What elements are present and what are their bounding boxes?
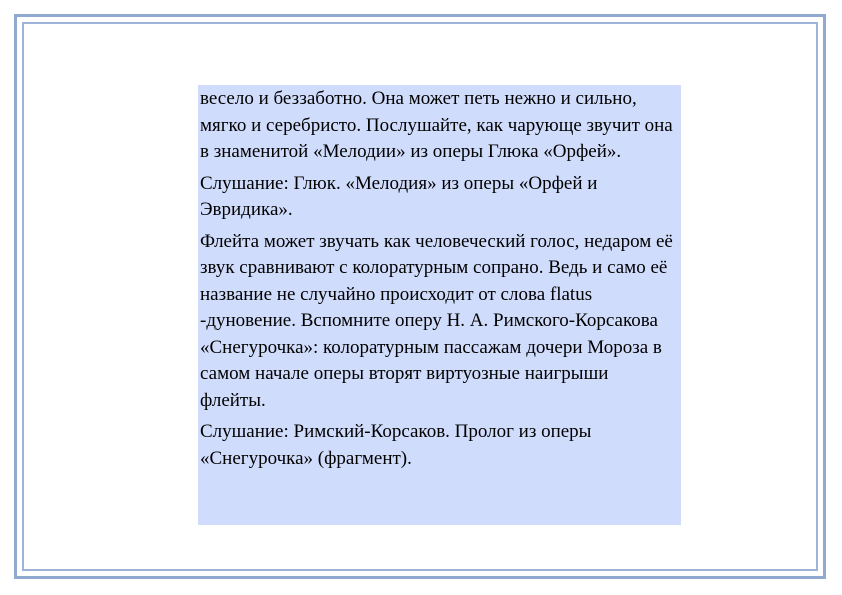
paragraph-listening-rimsky-korsakov: Слушание: Римский-Корсаков. Пролог из оперы «Снегурочка» (фрагмент). bbox=[200, 421, 592, 469]
paragraph-orpheus-melody: весело и беззаботно. Она может петь нежно и сильно, мягко и серебристо. Послушайте, как чарующе звучит она в знаменитой «Мелодии» из оперы Глюка «Орфей». bbox=[200, 88, 673, 162]
paragraph-listening-gluck: Слушание: Глюк. «Мелодия» из оперы «Орфей и Эвридика». bbox=[200, 172, 598, 220]
paragraph-flute-voice: Флейта может звучать как человеческий голос, недаром её звук сравнивают с колоратурным сопрано. Ведь и само её название не случайно происходит от слова flatus -дуновение. Вспомните оперу Н. А. Римского-Корсакова «Снегурочка»: колоратурным пассажам дочери Мороза в самом начале оперы вторят виртуозные наигрыши флейты. bbox=[200, 230, 673, 411]
text-box bbox=[198, 85, 681, 525]
